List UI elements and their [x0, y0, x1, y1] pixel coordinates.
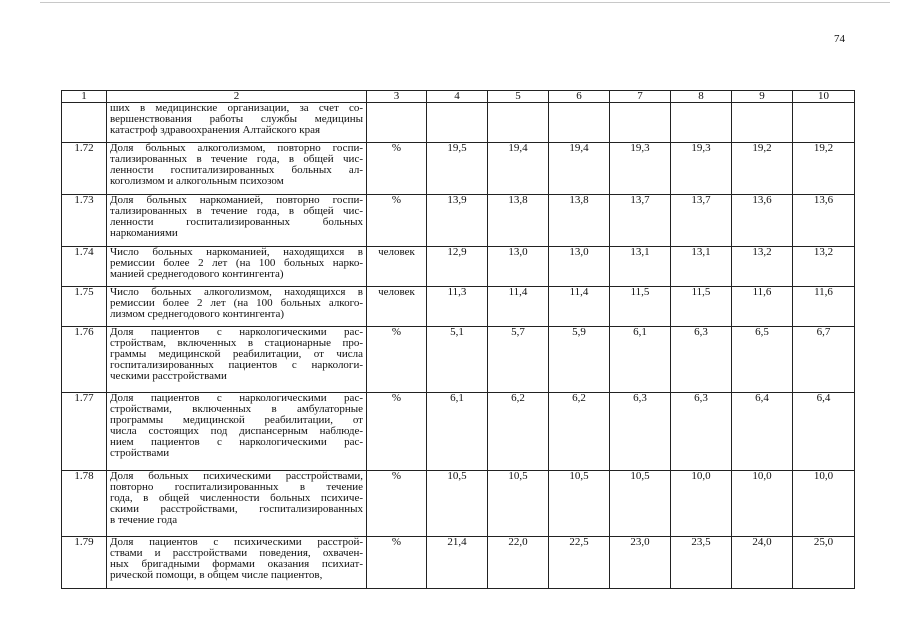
- value-cell: 11,6: [793, 287, 855, 327]
- unit-cell: %: [367, 195, 427, 247]
- value-cell: 22,0: [488, 537, 549, 589]
- table-row: [62, 195, 855, 247]
- description-line: Доля больных наркоманией, повторно госпи-: [110, 194, 363, 206]
- value-cell: 13,2: [793, 247, 855, 287]
- row-number: 1.76: [62, 327, 107, 393]
- value-cell: 6,3: [671, 393, 732, 471]
- description-line: нием пациентов с наркологическими рас-: [110, 436, 363, 448]
- value-cell: 10,5: [610, 471, 671, 537]
- unit-cell: человек: [367, 287, 427, 327]
- description-line: ленности госпитализированных больных: [110, 216, 363, 228]
- value-cell: 23,5: [671, 537, 732, 589]
- column-header: 7: [610, 91, 671, 103]
- value-cell: 19,4: [549, 143, 610, 195]
- table-row: [62, 287, 855, 327]
- value-cell: 11,4: [488, 287, 549, 327]
- table-row: [62, 537, 855, 589]
- description-line: Доля больных алкоголизмом, повторно госпи-: [110, 142, 363, 154]
- value-cell: 5,9: [549, 327, 610, 393]
- value-cell: 10,0: [793, 471, 855, 537]
- value-cell: [732, 103, 793, 143]
- table-body: [62, 91, 855, 589]
- value-cell: 6,3: [610, 393, 671, 471]
- value-cell: 13,2: [732, 247, 793, 287]
- value-cell: [793, 103, 855, 143]
- unit-cell: %: [367, 143, 427, 195]
- indicator-description: [107, 327, 367, 393]
- value-cell: 10,0: [671, 471, 732, 537]
- row-number: 1.75: [62, 287, 107, 327]
- value-cell: 11,5: [610, 287, 671, 327]
- value-cell: 5,7: [488, 327, 549, 393]
- value-cell: 6,2: [488, 393, 549, 471]
- column-header: 2: [107, 91, 367, 103]
- description-line: манией среднегодового контингента): [110, 268, 284, 280]
- value-cell: 10,5: [488, 471, 549, 537]
- description-line: повторно госпитализированных в течение: [110, 481, 363, 493]
- description-line: госпитализированных пациентов с наркологи-: [110, 359, 363, 371]
- row-number: 1.79: [62, 537, 107, 589]
- description-line: Доля пациентов с наркологическими рас-: [110, 326, 363, 338]
- description-line: Число больных наркоманией, находящихся в: [110, 246, 363, 258]
- value-cell: 6,7: [793, 327, 855, 393]
- description-line: рической помощи, в общем числе пациентов,: [110, 569, 323, 581]
- value-cell: 13,6: [732, 195, 793, 247]
- value-cell: 6,5: [732, 327, 793, 393]
- description-line: лизмом среднегодового контингента): [110, 308, 285, 320]
- row-number: 1.77: [62, 393, 107, 471]
- value-cell: [549, 103, 610, 143]
- indicator-description: [107, 287, 367, 327]
- row-number: 1.72: [62, 143, 107, 195]
- value-cell: 6,4: [732, 393, 793, 471]
- indicator-description: [107, 195, 367, 247]
- value-cell: 10,5: [427, 471, 488, 537]
- unit-cell: %: [367, 393, 427, 471]
- unit-cell: [367, 103, 427, 143]
- value-cell: 19,3: [671, 143, 732, 195]
- column-header: 6: [549, 91, 610, 103]
- description-line: скими расстройствами, госпитализированных: [110, 503, 363, 515]
- description-line: стройствами, включенных в амбулаторные: [110, 403, 363, 415]
- value-cell: 13,9: [427, 195, 488, 247]
- column-header: 10: [793, 91, 855, 103]
- description-line: Число больных алкоголизмом, находящихся в: [110, 286, 363, 298]
- value-cell: 12,9: [427, 247, 488, 287]
- value-cell: 13,7: [610, 195, 671, 247]
- indicator-description: [107, 143, 367, 195]
- value-cell: 24,0: [732, 537, 793, 589]
- description-line: стройствами: [110, 447, 170, 459]
- unit-cell: %: [367, 471, 427, 537]
- value-cell: 22,5: [549, 537, 610, 589]
- value-cell: 6,2: [549, 393, 610, 471]
- description-line: стройствам, включенных в стационарные про-: [110, 337, 363, 349]
- description-line: Доля больных психическими расстройствами,: [110, 470, 363, 482]
- table-row: [62, 143, 855, 195]
- value-cell: 6,4: [793, 393, 855, 471]
- value-cell: 6,3: [671, 327, 732, 393]
- description-line: программы медицинской реабилитации, от: [110, 414, 363, 426]
- description-line: числа состоящих под диспансерным наблюде-: [110, 425, 363, 437]
- value-cell: [488, 103, 549, 143]
- value-cell: 19,3: [610, 143, 671, 195]
- unit-cell: %: [367, 327, 427, 393]
- table-row: [62, 393, 855, 471]
- value-cell: 13,6: [793, 195, 855, 247]
- description-line: граммы медицинской реабилитации, от числа: [110, 348, 363, 360]
- value-cell: 11,5: [671, 287, 732, 327]
- page-number: 74: [834, 33, 845, 45]
- value-cell: [610, 103, 671, 143]
- description-line: года, в общей численности больных психиче-: [110, 492, 363, 504]
- unit-cell: %: [367, 537, 427, 589]
- description-line: тализированных в течение года, в общей чис-: [110, 205, 363, 217]
- value-cell: 19,4: [488, 143, 549, 195]
- value-cell: 13,0: [488, 247, 549, 287]
- value-cell: 13,8: [488, 195, 549, 247]
- description-line: ших в медицинские организации, за счет со-: [110, 102, 363, 114]
- indicators-table: [61, 90, 855, 589]
- description-line: ремиссии более 2 лет (на 100 больных нарко-: [110, 257, 363, 269]
- table-row: [62, 103, 855, 143]
- value-cell: 6,1: [427, 393, 488, 471]
- value-cell: 11,4: [549, 287, 610, 327]
- table-row: [62, 327, 855, 393]
- value-cell: 10,0: [732, 471, 793, 537]
- column-header: 4: [427, 91, 488, 103]
- row-number: 1.74: [62, 247, 107, 287]
- description-line: тализированных в течение года, в общей чис-: [110, 153, 363, 165]
- description-line: ствами и расстройствами поведения, охвачен-: [110, 547, 363, 559]
- description-line: ремиссии более 2 лет (на 100 больных алкого-: [110, 297, 363, 309]
- scan-top-edge: [40, 2, 890, 3]
- value-cell: 25,0: [793, 537, 855, 589]
- description-line: вершенствования работы службы медицины: [110, 113, 363, 125]
- value-cell: [427, 103, 488, 143]
- value-cell: 13,7: [671, 195, 732, 247]
- value-cell: 19,2: [793, 143, 855, 195]
- indicator-description: [107, 393, 367, 471]
- indicator-description: [107, 103, 367, 143]
- column-number-row: [62, 91, 855, 103]
- value-cell: 6,1: [610, 327, 671, 393]
- indicator-description: [107, 537, 367, 589]
- value-cell: 23,0: [610, 537, 671, 589]
- description-line: катастроф здравоохранения Алтайского края: [110, 124, 321, 136]
- value-cell: 19,5: [427, 143, 488, 195]
- row-number: [62, 103, 107, 143]
- value-cell: 13,1: [671, 247, 732, 287]
- table-row: [62, 247, 855, 287]
- description-line: ческими расстройствами: [110, 370, 227, 382]
- column-header: 1: [62, 91, 107, 103]
- value-cell: 13,1: [610, 247, 671, 287]
- description-line: наркоманиями: [110, 227, 178, 239]
- description-line: коголизмом и алкогольным психозом: [110, 175, 284, 187]
- description-line: ленности госпитализированных больных ал-: [110, 164, 363, 176]
- indicator-description: [107, 247, 367, 287]
- description-line: Доля пациентов с наркологическими рас-: [110, 392, 363, 404]
- unit-cell: человек: [367, 247, 427, 287]
- indicator-description: [107, 471, 367, 537]
- column-header: 9: [732, 91, 793, 103]
- description-line: ных бригадными формами оказания психиат-: [110, 558, 363, 570]
- value-cell: 13,8: [549, 195, 610, 247]
- value-cell: 5,1: [427, 327, 488, 393]
- value-cell: 10,5: [549, 471, 610, 537]
- column-header: 8: [671, 91, 732, 103]
- value-cell: 11,6: [732, 287, 793, 327]
- column-header: 3: [367, 91, 427, 103]
- table-row: [62, 471, 855, 537]
- description-line: в течение года: [110, 514, 178, 526]
- description-line: Доля пациентов с психическими расстрой-: [110, 536, 363, 548]
- value-cell: [671, 103, 732, 143]
- value-cell: 13,0: [549, 247, 610, 287]
- value-cell: 21,4: [427, 537, 488, 589]
- value-cell: 19,2: [732, 143, 793, 195]
- value-cell: 11,3: [427, 287, 488, 327]
- row-number: 1.78: [62, 471, 107, 537]
- column-header: 5: [488, 91, 549, 103]
- row-number: 1.73: [62, 195, 107, 247]
